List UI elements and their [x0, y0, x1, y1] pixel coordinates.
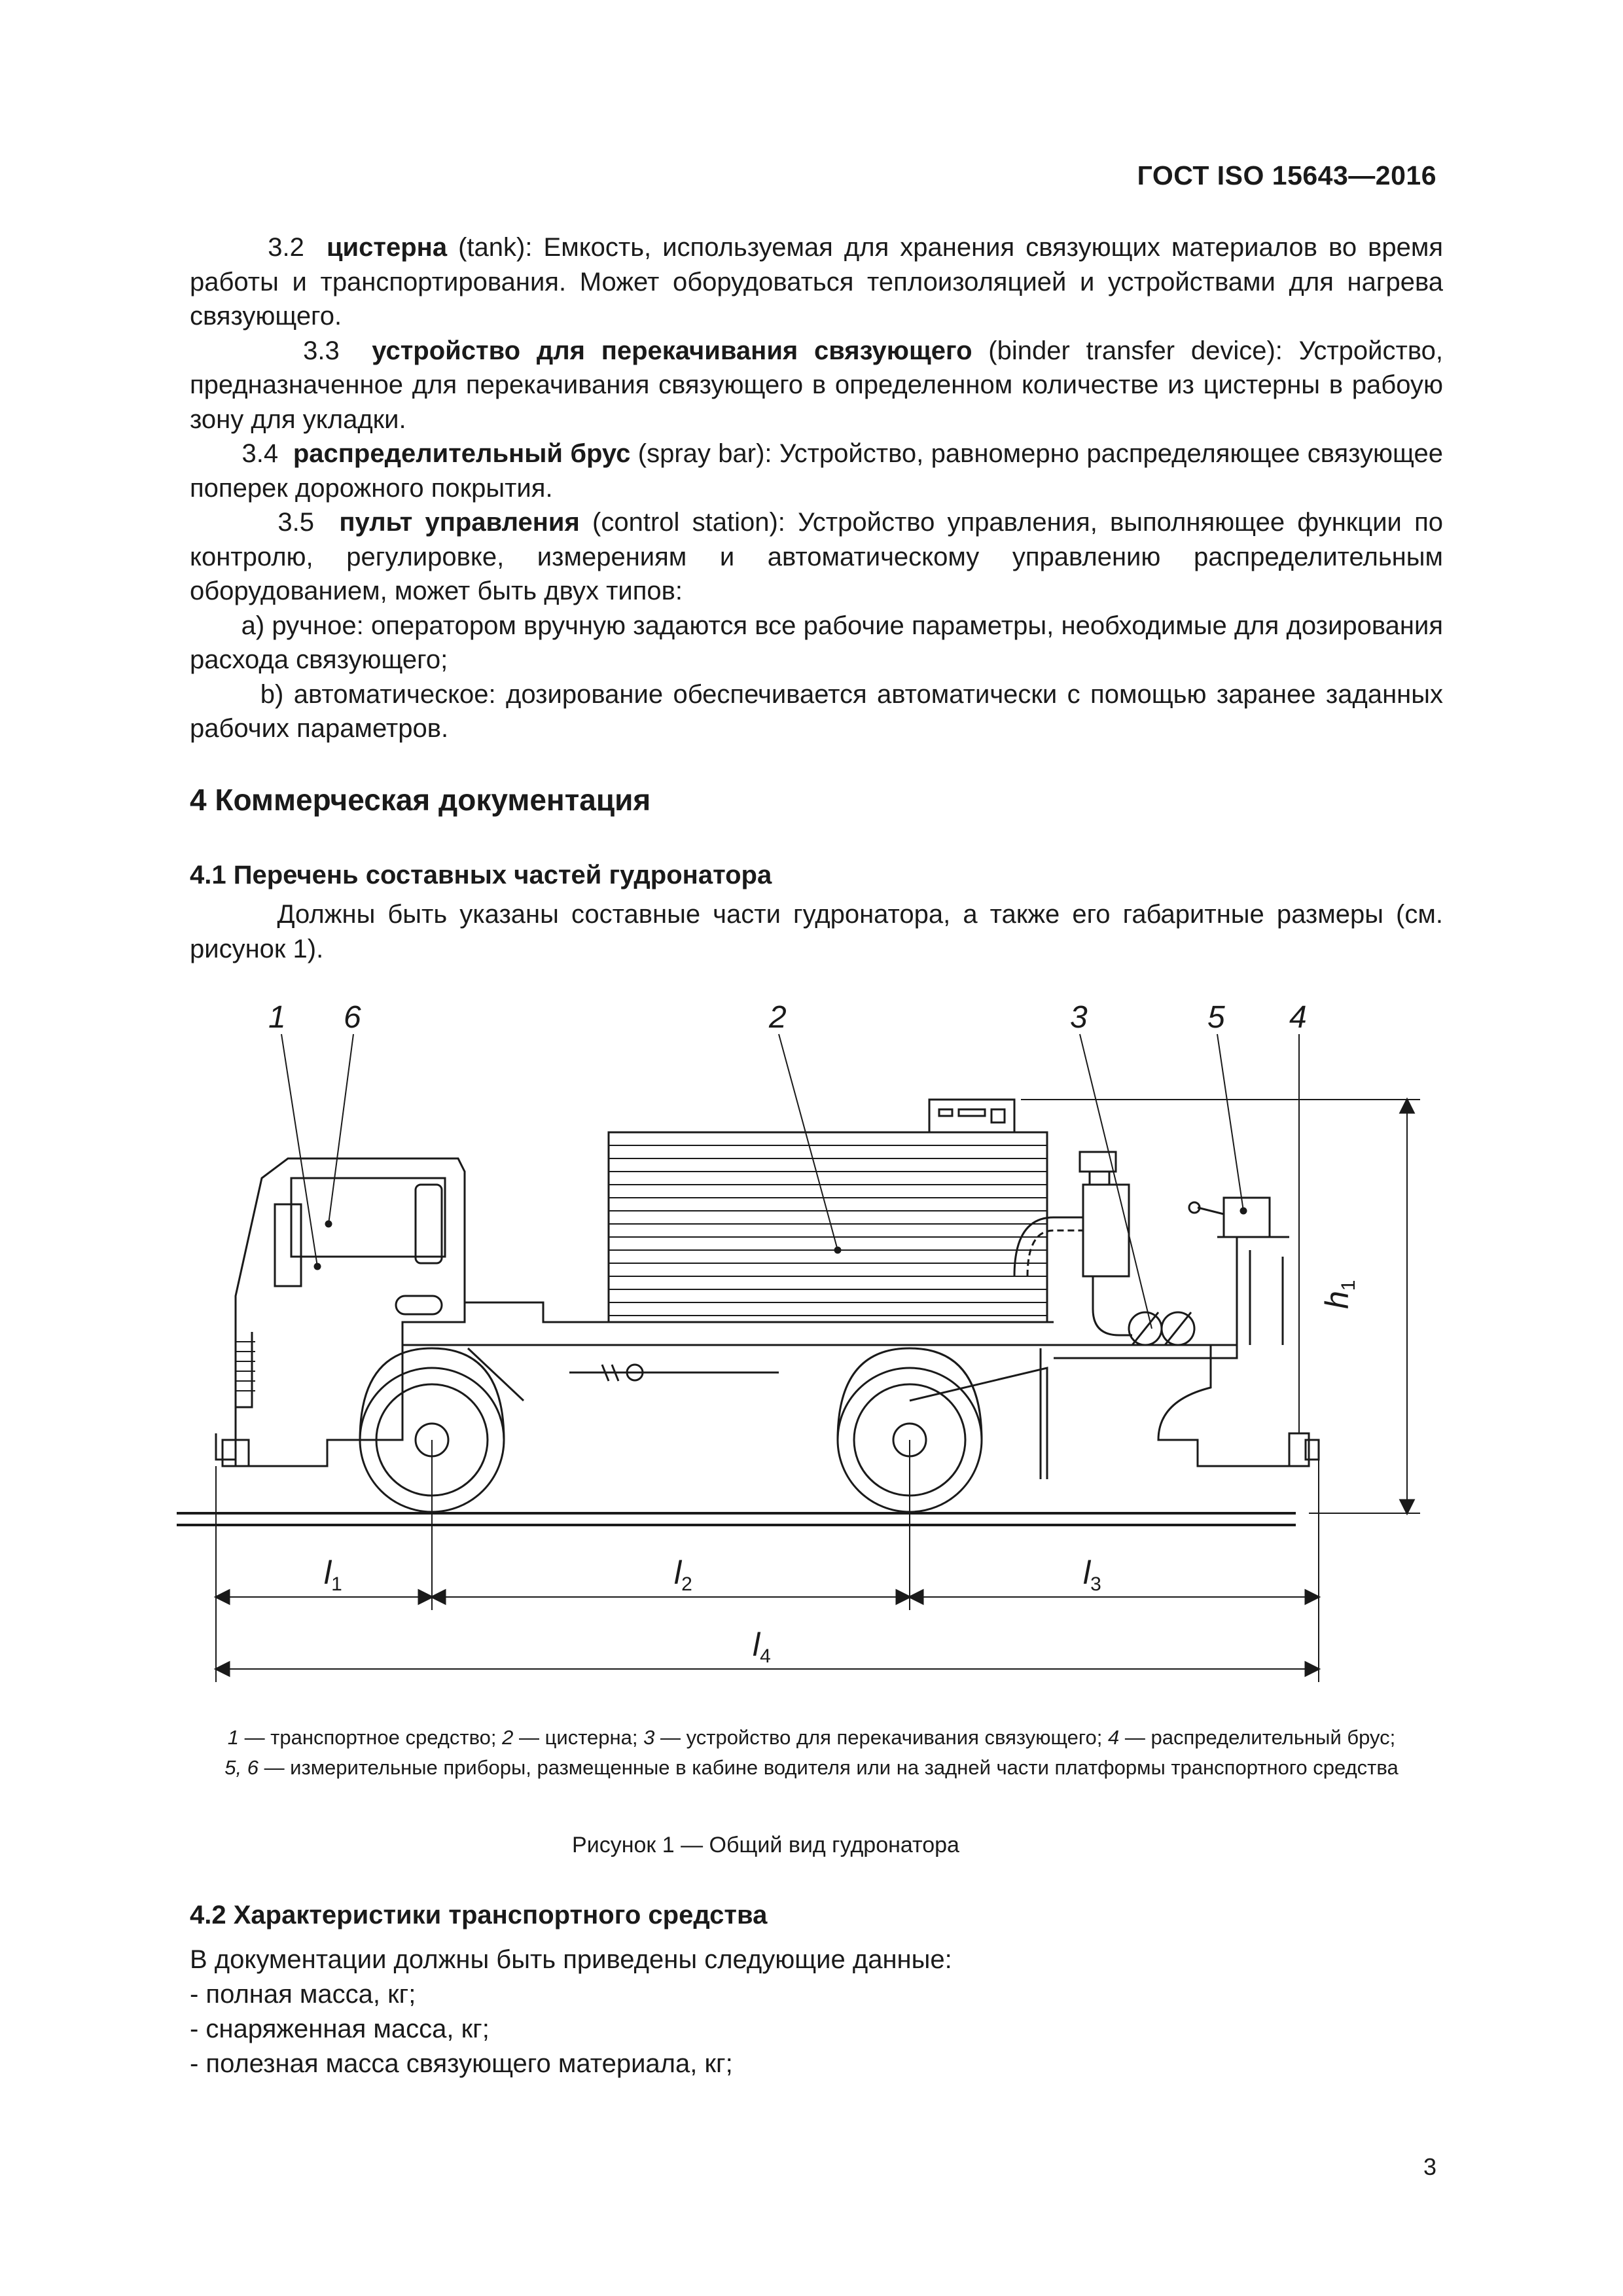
- list-item-b: b) автоматическое: дозирование обеспечивается автоматически с помощью заранее заданных рабочих параметров.: [190, 679, 1443, 743]
- definition-text: (control station): Устройство управления, выполняющее функции по контролю, регулировке, измерениям и автоматическому управлению распределительным оборудованием, может быть двух типов:: [190, 508, 1443, 605]
- definition-text: (binder transfer device): Устройство, предназначенное для перекачивания связующего в определенном количестве из цистерны в рабоую зону для укладки.: [190, 336, 1443, 434]
- definition-term: устройство для перекачивания связующего: [372, 336, 972, 365]
- dim-h1-label: $h_1$: [1319, 1280, 1359, 1309]
- list-item: - снаряженная масса, кг;: [190, 2015, 490, 2043]
- definition-number: 3.5: [277, 508, 314, 537]
- subsection-4-2-intro: В документации должны быть приведены следующие данные:: [190, 1945, 952, 1974]
- definition-number: 3.3: [303, 336, 340, 365]
- dim-l2-label: $l_2$: [674, 1554, 692, 1595]
- page-number: 3: [1423, 2153, 1436, 2180]
- pump-body: [1083, 1185, 1129, 1276]
- definition-number: 3.4: [241, 439, 279, 468]
- callout-4: 4: [1289, 1000, 1307, 1035]
- figure-caption: Рисунок 1 — Общий вид гудронатора: [572, 1833, 959, 1857]
- list-item: - полезная масса связующего материала, кг;: [190, 2049, 733, 2078]
- callout-5: 5: [1207, 1000, 1225, 1035]
- definition-term: цистерна: [326, 233, 448, 262]
- dim-l1-label: $l_1$: [324, 1554, 342, 1595]
- dim-l4-label: $l_4$: [753, 1626, 771, 1667]
- subsection-4-2-heading: 4.2 Характеристики транспортного средства: [190, 1901, 768, 1929]
- definition-text: (spray bar): Устройство, равномерно распределяющее связующее поперек дорожного покрытия.: [190, 439, 1444, 503]
- truck-cab: [236, 1158, 465, 1466]
- callout-6: 6: [344, 1000, 361, 1035]
- document-code: ГОСТ ISO 15643—2016: [1137, 160, 1436, 190]
- definition-3-3: [190, 334, 1443, 437]
- legend-line-2: 5, 6 — измерительные приборы, размещенные в кабине водителя или на задней части платформы транспортного средства: [224, 1756, 1399, 1779]
- definition-number: 3.2: [268, 233, 304, 262]
- subsection-4-1-heading: 4.1 Перечень составных частей гудронатора: [190, 861, 772, 889]
- callout-1: 1: [268, 1000, 286, 1035]
- tank: [609, 1132, 1047, 1322]
- subsection-4-2-body: [190, 1943, 952, 2081]
- definition-term: пульт управления: [339, 508, 580, 537]
- definition-text: (tank): Емкость, используемая для хранения связующих материалов во время работы и транспортирования. Может оборудоваться теплоизоляцией и устройствами для нагрева связующего.: [190, 233, 1443, 331]
- figure-bitumen-sprayer: [177, 982, 1459, 1715]
- definition-3-4: [190, 437, 1443, 505]
- section-3-definitions: [190, 230, 1443, 746]
- definition-3-2: [190, 230, 1443, 334]
- subsection-4-1-text: Должны быть указаны составные части гудронатора, а также его габаритные размеры (см. рисунок 1).: [190, 900, 1443, 963]
- gauge-box: [1224, 1198, 1270, 1237]
- figure-legend: [134, 1723, 1489, 1783]
- list-item: - полная масса, кг;: [190, 1980, 416, 2009]
- section-4-heading: 4 Коммерческая документация: [190, 783, 651, 817]
- spray-bar: [1158, 1345, 1309, 1466]
- definition-3-5: [190, 505, 1443, 609]
- list-item-a: a) ручное: оператором вручную задаются все рабочие параметры, необходимые для дозирования расхода связующего;: [190, 611, 1443, 674]
- legend-line-1: 1 — транспортное средство; 2 — цистерна; 3 — устройство для перекачивания связующего; 4 — распределительный брус;: [227, 1726, 1396, 1749]
- dim-l3-label: $l_3$: [1083, 1554, 1101, 1595]
- callout-3: 3: [1070, 1000, 1088, 1035]
- callout-2: 2: [769, 1000, 787, 1035]
- definition-term: распределительный брус: [293, 439, 631, 468]
